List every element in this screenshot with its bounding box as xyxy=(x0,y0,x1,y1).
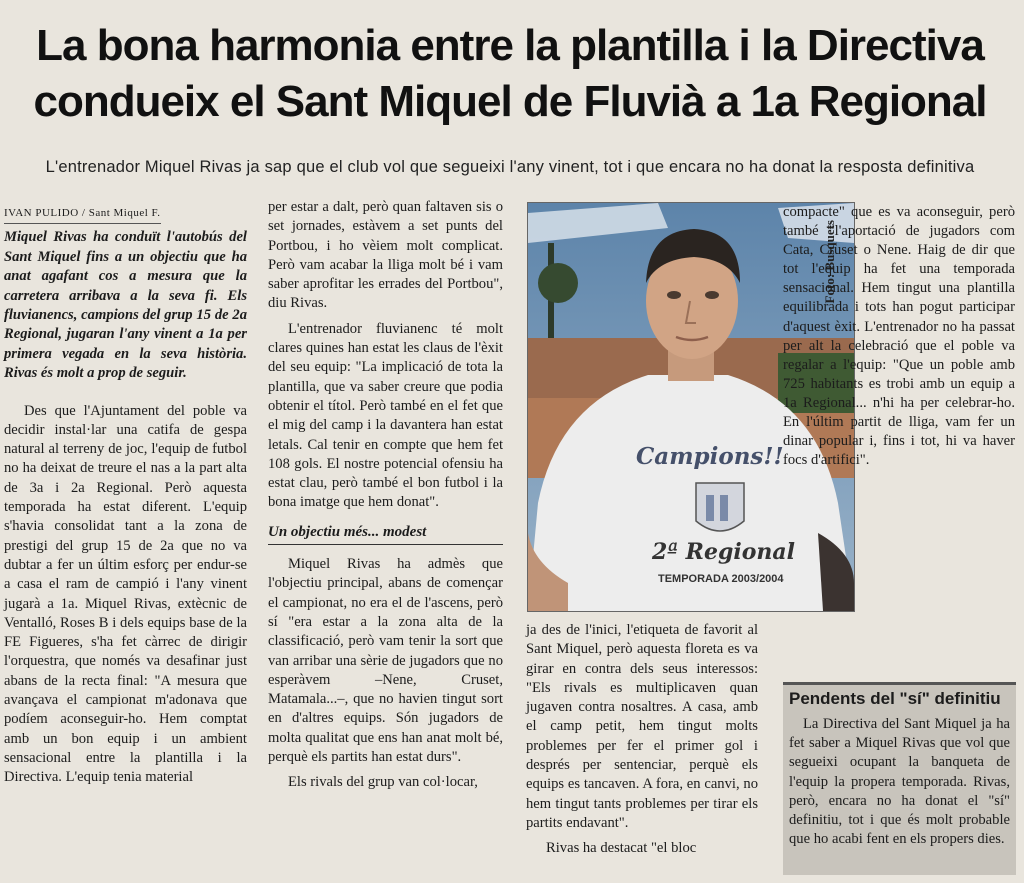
column-2 xyxy=(268,198,503,799)
column-2-paragraph-1: per estar a dalt, però quan faltaven sis o set jornades, estàvem a set punts del Portbou, i ho vèiem molt complicat. Però vam acabar la lliga molt bé i vam saber aprofitar les errades del Portbou", diu Rivas. xyxy=(268,199,503,312)
column-4-paragraph: compacte" que es va aconseguir, però també "l'aportació de jugadors com Cata, Cruset o Nene. Haig de dir que tot l'equip ha fet una temporada sensacional. Hem tingut una plantilla equilibrada i tots han pogut participar d'aquest èxit. L'entrenador no ha passat per alt la celebració que el poble va regalar a l'equip: "Que un poble amb 725 habitants es trobi amb un equip a 1a Regional... n'hi ha per celebrar-ho. En l'últim partit de lliga, vam fer un dinar popular i, fins i tot, hi va haver focs d'artifici". xyxy=(783,204,1015,469)
headline-line-2: condueix el Sant Miquel de Fluvià a 1a Regional xyxy=(33,77,987,126)
shirt-text-campions: Campions!! xyxy=(636,443,784,470)
byline: IVAN PULIDO / Sant Miquel F. xyxy=(4,204,161,224)
headline-line-1: La bona harmonia entre la plantilla i la Directiva xyxy=(36,21,984,70)
column-1-paragraph: Des que l'Ajuntament del poble va decidir instal·lar una catifa de gespa natural al terreny de joc, l'equip de futbol no ha deixat de treure el nas a la part alta de 3a i 2a Regional. Però aquesta temporada ha estat diferent. L'equip s'havia consolidat tant a la zona de prestigi del grup 15 de 2a que no va dubtar a fer un últim esforç per endur-se a casa el ram de campió i l'any vinent jugarà a 1a. Miquel Rivas, extècnic de Ventalló, Roses B i dels equips base de la FE Figueres, s'ha fet càrrec de dirigir l'orquestra, que només va desafinar just abans de la recta final: "A mesura que avançava el campionat m'adonava que podíem aconseguir-ho. Hem comptat amb un bon equip i un ambient sensacional entre la plantilla i la Directiva. L'equip tenia material xyxy=(4,402,247,786)
lead-paragraph: Miquel Rivas ha conduït l'autobús del Sant Miquel fins a un objectiu que ha anat agafant cos a mesura que la carretera arribava a la seva fi. Els fluvianencs, campions del grup 15 de 2a Regional, jugaran l'any vinent a 1a per primera vegada en la seva història. Rivas és molt a prop de seguir. xyxy=(4,229,247,382)
section-subtitle: Un objectiu més... modest xyxy=(268,523,503,545)
column-2-paragraph-4: Els rivals del grup van col·locar, xyxy=(288,774,478,791)
shirt-text-regional: 2ª Regional xyxy=(652,539,795,565)
column-1 xyxy=(4,203,247,793)
column-3-paragraph-1: ja des de l'inici, l'etiqueta de favorit al Sant Miquel, però aquesta floreta es va girar en contra dels seus interessos: "Els rivals es multiplicaven quan jugaven contra nosaltres. A casa, amb el camp petit, hem tingut molts problemes per fer el primer gol i després per sentenciar, perquè els equips es tancaven. A fora, en canvi, no hem tingut tants problemes per tirar els partits endavant". xyxy=(526,622,758,831)
column-3 xyxy=(526,621,758,865)
sidebar-title: Pendents del "sí" definitiu xyxy=(789,689,1001,708)
sidebar-body: La Directiva del Sant Miquel ja ha fet saber a Miquel Rivas que vol que segueixi ocupant la banqueta de l'equip la propera temporada. Rivas, però, encara no ha donat el "sí" definitiu, tot i que és molt probable que ho acabi fent en els propers dies. xyxy=(789,716,1010,848)
shirt-text-season: TEMPORADA 2003/2004 xyxy=(658,573,784,585)
subheadline: L'entrenador Miquel Rivas ja sap que el club vol que segueixi l'any vinent, tot i que encara no ha donat la resposta definitiva xyxy=(45,158,975,176)
sidebar-box xyxy=(783,682,1016,875)
column-4 xyxy=(783,203,1015,476)
column-2-paragraph-2: L'entrenador fluvianenc té molt clares quines han estat les claus de l'èxit del seu equip: "La implicació de tota la plantilla, que va saber creure que podia obtenir el títol. Però també en el fet que el mig del camp i la davantera han estat letals. Cal tenir en compte que hem fet 108 gols. El nostre potencial ofensiu ha estat clau, però també el bon futbol i la bona imatge que hem donat". xyxy=(268,320,503,511)
photo-credit: Foto: Busquets xyxy=(822,220,837,304)
column-3-paragraph-2: Rivas ha destacat "el bloc xyxy=(546,840,697,857)
column-2-paragraph-3: Miquel Rivas ha admès que l'objectiu principal, abans de començar el campionat, no era el de l'ascens, però sí "era estar a la zona alta de la classificació, però vam tenir la sort que van arribar una sèrie de jugadors que no esperàvem –Nene, Cruset, Matamala...–, que no havien tingut sort en d'altres equips. Són jugadors de molta qualitat que ens han anat molt bé, perquè els partits han estat durs". xyxy=(268,556,503,766)
headline xyxy=(30,18,990,130)
